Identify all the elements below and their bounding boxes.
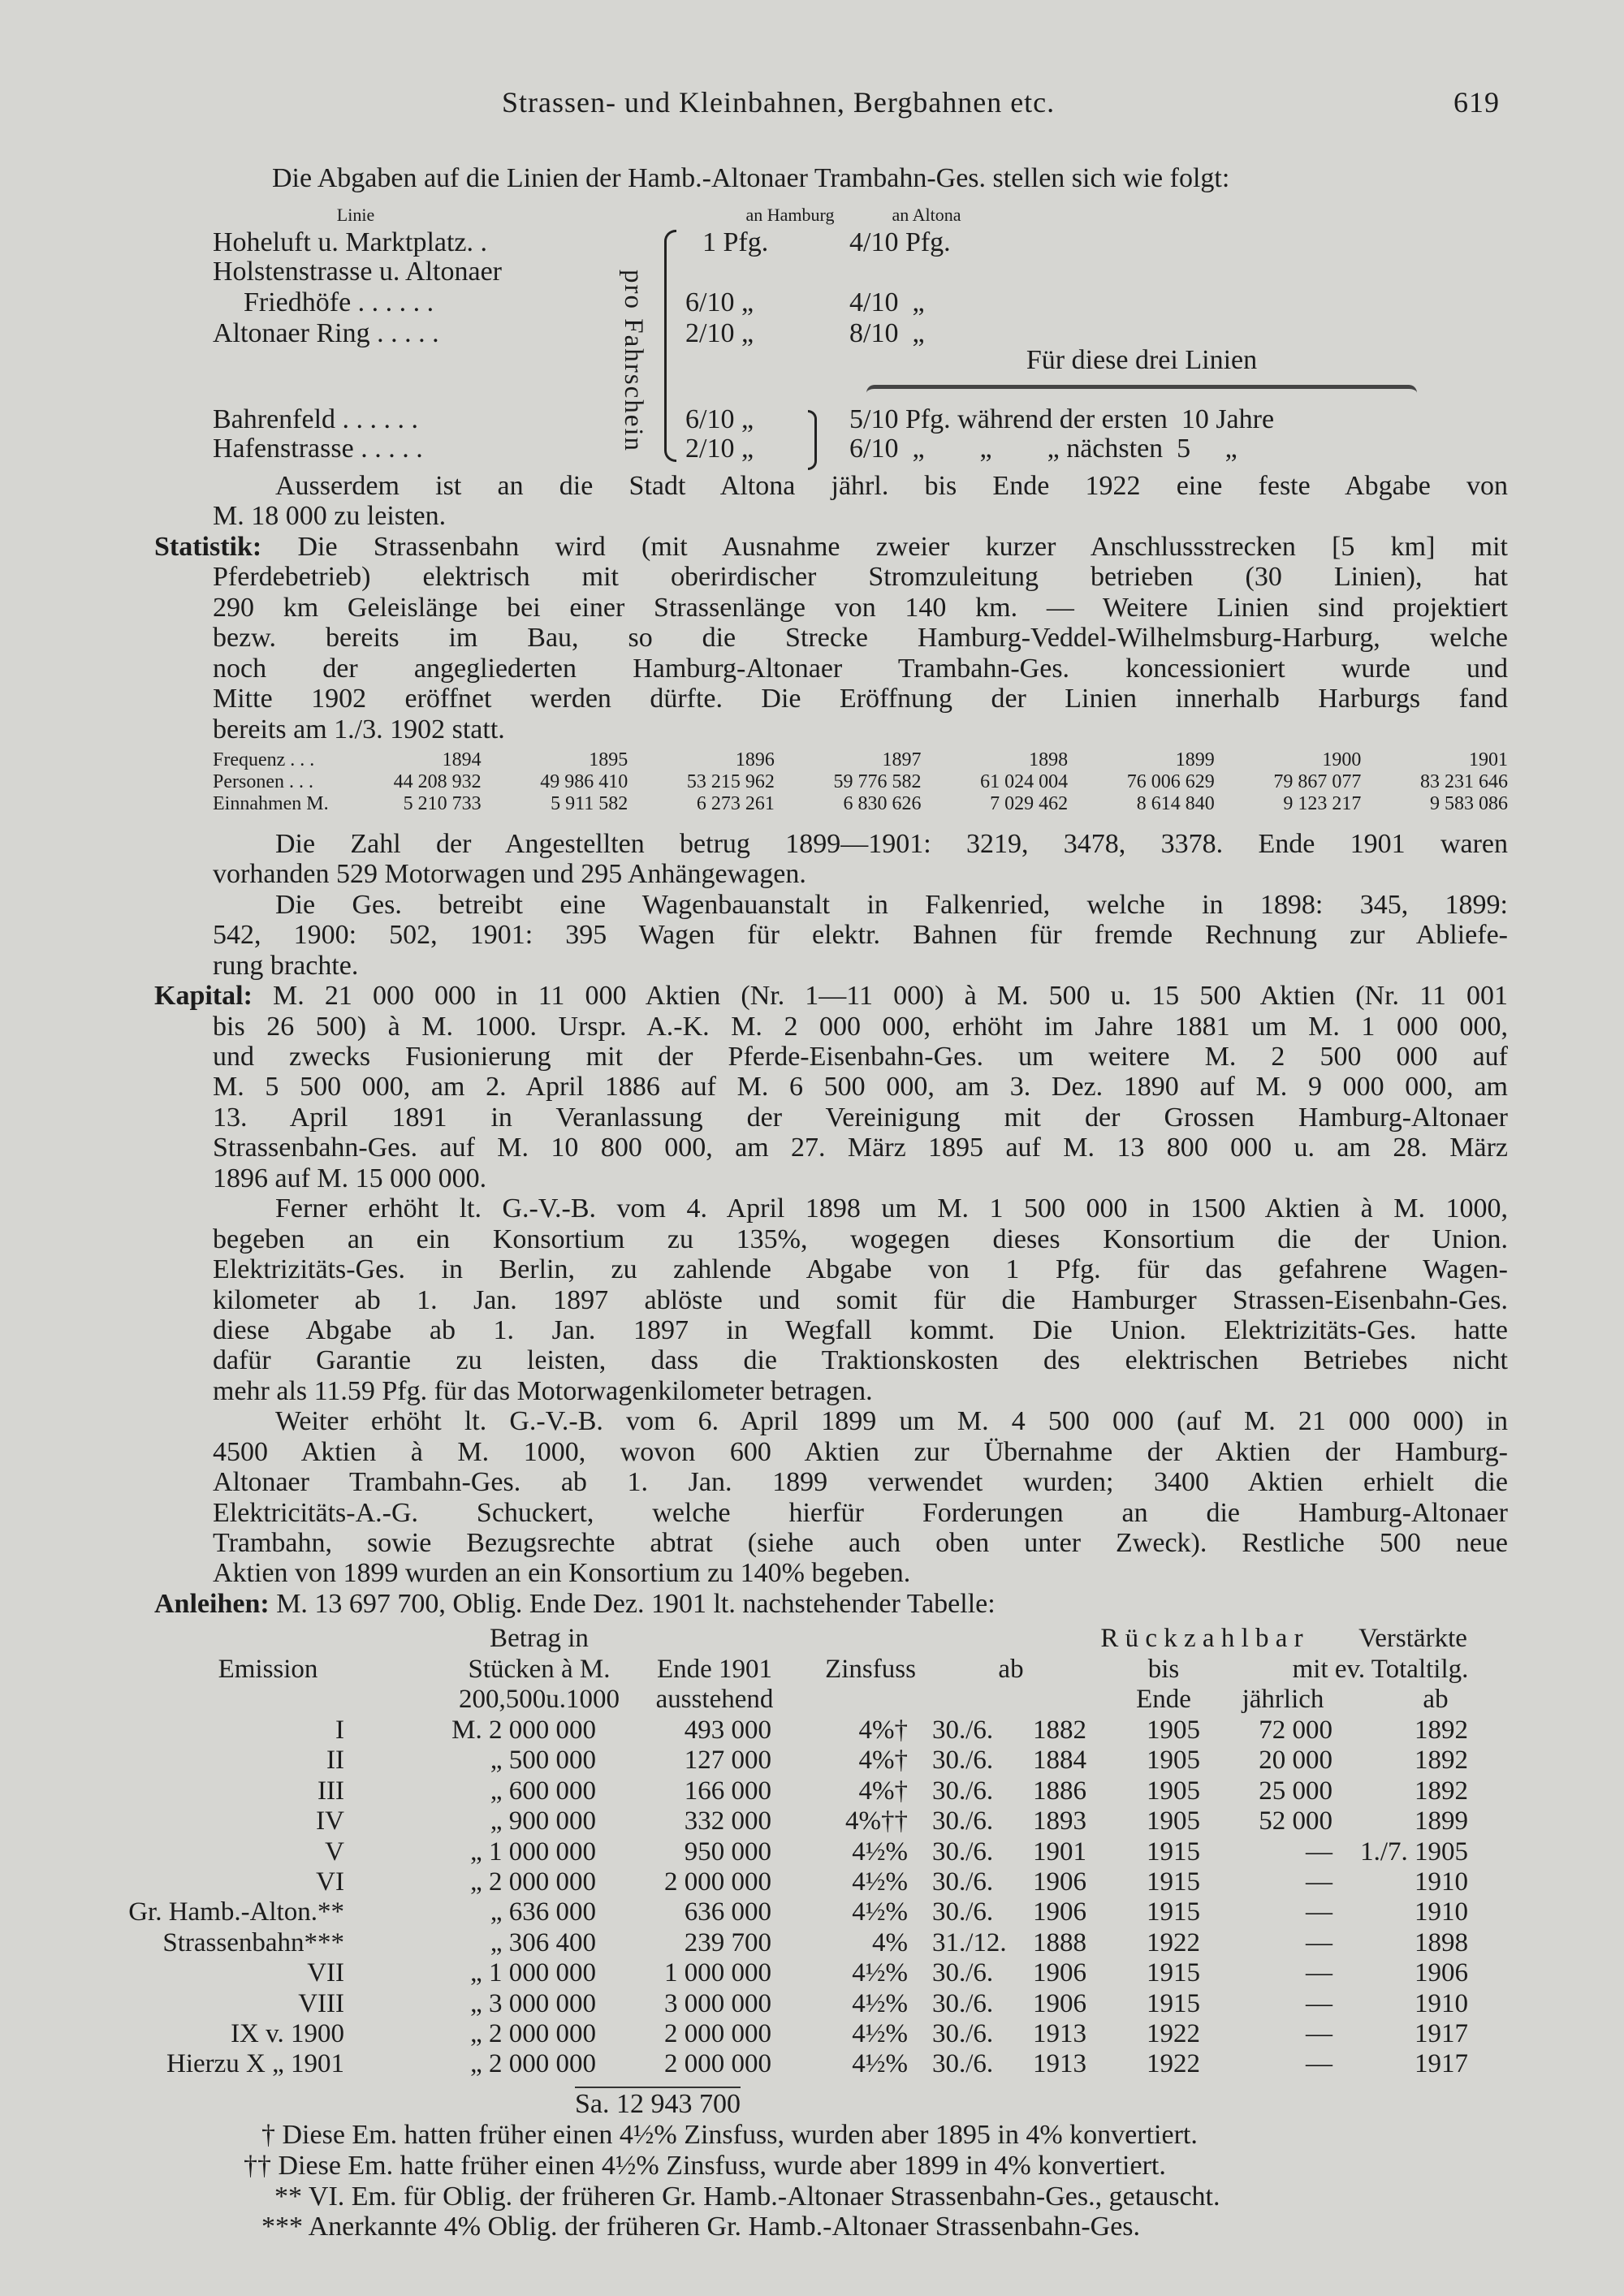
line-text: Die Zahl der Angestellten betrug 1899—1901: 3219, 3478, 3378. Ende 1901 waren: [275, 828, 1508, 859]
table-cell: R ü c k z a h l b a r: [1100, 1624, 1303, 1653]
text-line: [213, 1042, 1508, 1072]
table-cell: 31./12.: [932, 1927, 1007, 1957]
table-cell: 25 000: [1259, 1776, 1332, 1806]
section-label: Kapital:: [154, 981, 253, 1012]
text-line: [213, 1467, 1508, 1497]
table-cell: —: [1306, 1836, 1332, 1867]
line-text: M. 5 500 000, am 2. April 1886 auf M. 6 500 000, am 3. Dez. 1890 auf M. 9 000 000, am: [213, 1072, 1508, 1103]
abgaben-line-name: Bahrenfeld . . . . . .: [213, 404, 419, 434]
horizontal-brace: [866, 385, 1417, 397]
table-cell: Emission: [218, 1655, 318, 1684]
footnote: *** Anerkannte 4% Oblig. der früheren Gr. Hamb.-Altonaer Strassenbahn-Ges.: [261, 2212, 1141, 2242]
table-cell: 30./6.: [932, 2049, 994, 2079]
frequenz-cell: Personen . . .: [213, 770, 313, 792]
text-line: [213, 1103, 1508, 1133]
table-cell: 1910: [1415, 1988, 1468, 2018]
text-line: [213, 1315, 1508, 1345]
frequenz-cell: 59 776 582: [833, 770, 922, 792]
table-cell: 493 000: [684, 1716, 771, 1745]
text-line: [213, 684, 1508, 714]
table-header-row: [0, 1654, 1624, 1685]
table-cell: „ 1 000 000: [470, 1836, 596, 1867]
table-cell: 1905: [1147, 1746, 1200, 1776]
line-text: Elektricitäts-A.-G. Schuckert, welche hierfür Forderungen an die Hamburg-Altonaer: [213, 1497, 1508, 1528]
frequenz-cell: 9 583 086: [1430, 792, 1508, 814]
table-cell: 52 000: [1259, 1806, 1332, 1836]
table-cell: 332 000: [684, 1806, 771, 1836]
brace: [808, 410, 817, 470]
line-text: Weiter erhöht lt. G.-V.-B. vom 6. April 1899 um M. 4 500 000 (auf M. 21 000 000) in: [275, 1406, 1508, 1437]
frequenz-cell: 1899: [1175, 749, 1215, 770]
footnote: † Diese Em. hatten früher einen 4½% Zinsfuss, wurden aber 1895 in 4% konvertiert.: [261, 2120, 1198, 2150]
table-cell: 1906: [1033, 1867, 1086, 1897]
text-line: [213, 859, 1508, 889]
abgaben-hamburg: 1 Pfg.: [702, 227, 769, 257]
brace: [664, 230, 676, 462]
table-cell: Ende 1901: [656, 1655, 773, 1684]
table-cell: —: [1306, 1927, 1332, 1957]
table-cell: 1882: [1033, 1716, 1086, 1745]
table-cell: 4½%: [852, 1836, 908, 1867]
running-title: Strassen- und Kleinbahnen, Bergbahnen etc.: [502, 86, 1056, 119]
table-cell: VII: [307, 1958, 344, 1988]
table-cell: 1886: [1033, 1776, 1086, 1806]
frequenz-cell: 7 029 462: [990, 792, 1069, 814]
line-text: bis 26 500) à M. 1000. Urspr. A.-K. M. 2 000 000, erhöht im Jahre 1881 um M. 1 000 000,: [213, 1011, 1508, 1042]
text-line: [213, 951, 1508, 981]
frequenz-cell: 1896: [735, 749, 775, 770]
abgaben-altona: 4/10 „: [849, 287, 925, 317]
table-cell: Strassenbahn***: [162, 1927, 344, 1957]
abgaben-altona: 5/10 Pfg. während der ersten 10 Jahre: [849, 404, 1275, 434]
table-cell: 1905: [1147, 1776, 1200, 1806]
table-cell: „ 900 000: [490, 1806, 596, 1836]
table-cell: 1892: [1415, 1746, 1468, 1776]
table-cell: ab: [1423, 1685, 1449, 1714]
abgaben-altona: 8/10 „: [849, 318, 925, 348]
line-text: M. 21 000 000 in 11 000 Aktien (Nr. 1—11 000) à M. 500 u. 15 500 Aktien (Nr. 11 001: [273, 981, 1508, 1012]
frequenz-cell: 8 614 840: [1136, 792, 1215, 814]
line-text: Trambahn, sowie Bezugsrechte abtrat (siehe auch oben unter Zweck). Restliche 500 neue: [213, 1528, 1508, 1558]
footnote: †† Diese Em. hatte früher einen 4½% Zinsfuss, wurde aber 1899 in 4% konvertiert.: [244, 2150, 1166, 2181]
table-cell: 4½%: [852, 1867, 908, 1897]
text-line: [213, 1376, 1508, 1406]
table-cell: Gr. Hamb.-Alton.**: [128, 1897, 344, 1927]
text-line: [213, 1254, 1508, 1284]
section-label: Anleihen:: [154, 1588, 270, 1619]
line-text: begeben an ein Konsortium zu 135%, wogegen dieses Konsortium die der Union.: [213, 1224, 1508, 1254]
table-cell: IV: [316, 1806, 344, 1836]
table-row: [0, 1957, 1624, 1988]
text-line: [213, 562, 1508, 592]
table-cell: 4%†: [858, 1746, 908, 1776]
frequenz-table: [213, 744, 1508, 829]
table-row: [0, 1715, 1624, 1746]
table-cell: 1 000 000: [664, 1958, 771, 1988]
table-cell: —: [1306, 1958, 1332, 1988]
table-row: [0, 1867, 1624, 1897]
line-text: 1896 auf M. 15 000 000.: [213, 1163, 487, 1193]
frequenz-cell: 5 210 733: [403, 792, 482, 814]
table-cell: 30./6.: [932, 1836, 994, 1867]
table-cell: 4½%: [852, 2019, 908, 2048]
text-line: [213, 593, 1508, 623]
table-cell: 127 000: [684, 1746, 771, 1776]
frequenz-cell: 83 231 646: [1420, 770, 1508, 792]
abgaben-hamburg: 6/10 „: [685, 404, 754, 434]
text-line: [213, 1224, 1508, 1254]
body-text: [154, 471, 1508, 1619]
text-line: [154, 1589, 1508, 1619]
table-cell: 2 000 000: [664, 2049, 771, 2079]
table-cell: 1899: [1415, 1806, 1468, 1836]
line-text: diese Abgabe ab 1. Jan. 1897 in Wegfall kommt. Die Union. Elektrizitäts-Ges. hatte: [213, 1314, 1508, 1345]
line-text: mehr als 11.59 Pfg. für das Motorwagenkilometer betragen.: [213, 1375, 873, 1406]
table-cell: 4%†: [858, 1776, 908, 1806]
table-cell: 1915: [1147, 1958, 1200, 1988]
frequenz-cell: 49 986 410: [540, 770, 628, 792]
text-line: [213, 1406, 1508, 1436]
text-line: [213, 1012, 1508, 1042]
abgaben-line-name: Holstenstrasse u. Altonaer: [213, 257, 502, 287]
text-line: [154, 981, 1508, 1011]
frequenz-cell: 1900: [1322, 749, 1362, 770]
frequenz-row-personen: [213, 771, 1508, 793]
page-number: 619: [1453, 86, 1500, 119]
table-row: [0, 1897, 1624, 1927]
table-cell: M. 2 000 000: [451, 1716, 596, 1745]
footnote: ** VI. Em. für Oblig. der früheren Gr. Hamb.-Altonaer Strassenbahn-Ges., getauscht.: [274, 2181, 1220, 2212]
text-line: [213, 1285, 1508, 1315]
table-cell: —: [1306, 1867, 1332, 1897]
table-cell: 1922: [1147, 2049, 1200, 2079]
text-line: [213, 1133, 1508, 1163]
table-cell: VIII: [298, 1988, 344, 2018]
table-cell: —: [1306, 2049, 1332, 2079]
table-cell: 4%†: [858, 1716, 908, 1745]
table-cell: „ 1 000 000: [470, 1958, 596, 1988]
abgaben-line-name: Hafenstrasse . . . . .: [213, 434, 423, 464]
section-label: Statistik:: [154, 531, 262, 562]
table-cell: 20 000: [1259, 1746, 1332, 1776]
table-cell: 1915: [1147, 1867, 1200, 1897]
table-row: [0, 1776, 1624, 1806]
col-linie: Linie: [336, 205, 375, 225]
line-text: dafür Garantie zu leisten, dass die Traktionskosten des elektrischen Betriebes nicht: [213, 1345, 1508, 1376]
text-line: [213, 1072, 1508, 1102]
table-cell: 1915: [1147, 1836, 1200, 1867]
table-cell: 4%††: [845, 1806, 908, 1836]
frequenz-cell: 76 006 629: [1126, 770, 1215, 792]
table-cell: 1922: [1147, 2019, 1200, 2048]
table-cell: 1905: [1147, 1806, 1200, 1836]
frequenz-cell: 9 123 217: [1283, 792, 1362, 814]
table-cell: „ 2 000 000: [470, 2049, 596, 2079]
line-text: Mitte 1902 eröffnet werden dürfte. Die Eröffnung der Linien innerhalb Harburgs fand: [213, 684, 1508, 714]
abgaben-line-name: Hoheluft u. Marktplatz. .: [213, 227, 488, 257]
table-cell: 1913: [1033, 2019, 1086, 2048]
table-cell: 1910: [1415, 1867, 1468, 1897]
table-cell: „ 600 000: [490, 1776, 596, 1806]
frequenz-cell: 61 024 004: [980, 770, 1069, 792]
group-note: Für diese drei Linien: [1026, 345, 1258, 375]
col-hamburg: an Hamburg: [745, 205, 835, 225]
line-text: Die Strassenbahn wird (mit Ausnahme zweier kurzer Anschlussstrecken [5 km] mit: [297, 531, 1508, 562]
table-cell: 30./6.: [932, 1746, 994, 1776]
table-cell: 2 000 000: [664, 2019, 771, 2048]
table-header-row: [0, 1684, 1624, 1715]
table-cell: 1915: [1147, 1897, 1200, 1927]
text-line: [213, 1498, 1508, 1528]
abgaben-intro: Die Abgaben auf die Linien der Hamb.-Altonaer Trambahn-Ges. stellen sich wie folgt:: [272, 163, 1230, 193]
table-cell: Ende: [1136, 1685, 1191, 1714]
table-row: [0, 1745, 1624, 1776]
line-text: M. 18 000 zu leisten.: [213, 501, 447, 532]
abgaben-line-name: Altonaer Ring . . . . .: [213, 318, 439, 348]
line-text: vorhanden 529 Motorwagen und 295 Anhängewagen.: [213, 859, 806, 890]
table-cell: 1906: [1033, 1897, 1086, 1927]
table-cell: —: [1306, 1897, 1332, 1927]
table-cell: „ 3 000 000: [470, 1988, 596, 2018]
frequenz-cell: 79 867 077: [1273, 770, 1362, 792]
table-cell: 239 700: [684, 1927, 771, 1957]
text-line: [213, 471, 1508, 501]
table-cell: 4½%: [852, 1897, 908, 1927]
line-text: rung brachte.: [213, 950, 359, 981]
text-line: [213, 1437, 1508, 1467]
table-cell: 1917: [1415, 2019, 1468, 2048]
table-cell: 30./6.: [932, 2019, 994, 2048]
frequenz-cell: 6 273 261: [696, 792, 775, 814]
table-cell: 30./6.: [932, 1988, 994, 2018]
table-cell: 166 000: [684, 1776, 771, 1806]
table-cell: 1917: [1415, 2049, 1468, 2079]
line-text: Aktien von 1899 wurden an ein Konsortium zu 140% begeben.: [213, 1558, 911, 1589]
table-cell: Hierzu X „ 1901: [166, 2049, 344, 2079]
table-row: [0, 2048, 1624, 2079]
table-header-row: [0, 1623, 1624, 1654]
abgaben-altona: 6/10 „ „ „ nächsten 5 „: [849, 434, 1237, 464]
table-cell: 1906: [1033, 1988, 1086, 2018]
text-line: [213, 654, 1508, 684]
text-line: [213, 890, 1508, 920]
line-text: 542, 1900: 502, 1901: 395 Wagen für elektr. Bahnen für fremde Rechnung zur Abliefe-: [213, 920, 1508, 951]
line-text: Altonaer Trambahn-Ges. ab 1. Jan. 1899 verwendet wurden; 3400 Aktien erhielt die: [213, 1467, 1508, 1498]
table-row: [0, 1836, 1624, 1867]
table-row: [0, 1927, 1624, 1958]
table-cell: IX v. 1900: [231, 2019, 344, 2048]
table-cell: 30./6.: [932, 1867, 994, 1897]
table-cell: V: [325, 1836, 344, 1867]
col-altona: an Altona: [892, 205, 961, 225]
table-cell: —: [1306, 1988, 1332, 2018]
line-text: bereits am 1./3. 1902 statt.: [213, 714, 505, 744]
abgaben-line-name: Friedhöfe . . . . . .: [244, 287, 434, 317]
frequenz-cell: 1901: [1469, 749, 1508, 770]
frequenz-row-header: [213, 749, 1508, 771]
line-text: Elektrizitäts-Ges. in Berlin, zu zahlende Abgabe von 1 Pfg. für das gefahrene Wagen-: [213, 1254, 1508, 1285]
line-text: Die Ges. betreibt eine Wagenbauanstalt in Falkenried, welche in 1898: 345, 1899:: [275, 889, 1508, 920]
table-cell: 1901: [1033, 1836, 1086, 1867]
table-cell: 4½%: [852, 1988, 908, 2018]
frequenz-cell: 5 911 582: [551, 792, 628, 814]
line-text: kilometer ab 1. Jan. 1897 ablöste und somit für die Hamburger Strassen-Eisenbahn-Ges.: [213, 1284, 1508, 1315]
table-cell: III: [317, 1776, 344, 1806]
table-cell: 1910: [1415, 1897, 1468, 1927]
table-cell: 1898: [1415, 1927, 1468, 1957]
line-text: 13. April 1891 in Veranlassung der Vereinigung mit der Grossen Hamburg-Altonaer: [213, 1102, 1508, 1133]
frequenz-cell: 1897: [882, 749, 922, 770]
line-text: und zwecks Fusionierung mit der Pferde-Eisenbahn-Ges. um weitere M. 2 500 000 auf: [213, 1042, 1508, 1072]
table-cell: —: [1306, 2019, 1332, 2048]
frequenz-cell: Frequenz . . .: [213, 749, 315, 770]
table-cell: 1913: [1033, 2049, 1086, 2079]
frequenz-cell: 1894: [442, 749, 482, 770]
vertical-label: pro Fahrschein: [619, 270, 648, 453]
frequenz-cell: 1895: [589, 749, 628, 770]
table-cell: 200,500u.1000: [459, 1685, 620, 1714]
table-cell: 1915: [1147, 1988, 1200, 2018]
line-text: Pferdebetrieb) elektrisch mit oberirdischer Stromzuleitung betrieben (30 Linien), hat: [213, 562, 1508, 593]
text-line: [213, 1163, 1508, 1193]
frequenz-cell: 53 215 962: [686, 770, 775, 792]
table-cell: 30./6.: [932, 1806, 994, 1836]
text-line: [213, 1345, 1508, 1375]
table-cell: 72 000: [1259, 1716, 1332, 1745]
table-cell: VI: [316, 1867, 344, 1897]
table-cell: ausstehend: [655, 1685, 774, 1714]
table-cell: 30./6.: [932, 1716, 994, 1745]
text-line: [154, 532, 1508, 562]
abgaben-hamburg: 2/10 „: [685, 434, 754, 464]
table-cell: 636 000: [684, 1897, 771, 1927]
frequenz-cell: Einnahmen M.: [213, 792, 329, 814]
table-cell: 1884: [1033, 1746, 1086, 1776]
line-text: Strassenbahn-Ges. auf M. 10 800 000, am 27. März 1895 auf M. 13 800 000 u. am 28. März: [213, 1133, 1508, 1163]
table-cell: 2 000 000: [664, 1867, 771, 1897]
line-text: bezw. bereits im Bau, so die Strecke Hamburg-Veddel-Wilhelmsburg-Harburg, welche: [213, 623, 1508, 654]
table-cell: „ 2 000 000: [470, 1867, 596, 1897]
table-cell: Verstärkte: [1358, 1624, 1467, 1653]
text-line: [213, 1193, 1508, 1224]
table-cell: II: [326, 1746, 344, 1776]
table-cell: 30./6.: [932, 1897, 994, 1927]
text-line: [213, 714, 1508, 744]
table-cell: 1./7. 1905: [1360, 1836, 1468, 1867]
abgaben-altona: 4/10 Pfg.: [849, 227, 951, 257]
table-cell: Stücken à M.: [468, 1655, 611, 1684]
table-cell: 1922: [1147, 1927, 1200, 1957]
table-cell: bis: [1147, 1655, 1180, 1684]
table-cell: jährlich: [1242, 1685, 1324, 1714]
line-text: 290 km Geleislänge bei einer Strassenlänge von 140 km. — Weitere Linien sind projektiert: [213, 592, 1508, 623]
table-cell: Zinsfuss: [825, 1655, 916, 1684]
frequenz-cell: 44 208 932: [393, 770, 482, 792]
table-cell: 1888: [1033, 1927, 1086, 1957]
line-text: Ausserdem ist an die Stadt Altona jährl. bis Ende 1922 eine feste Abgabe von: [275, 471, 1508, 501]
text-line: [213, 920, 1508, 950]
table-cell: 1892: [1415, 1716, 1468, 1745]
sum-total: Sa. 12 943 700: [575, 2087, 741, 2121]
table-cell: „ 500 000: [490, 1746, 596, 1776]
table-cell: 4%: [872, 1927, 908, 1957]
table-cell: 1906: [1415, 1958, 1468, 1988]
frequenz-cell: 6 830 626: [843, 792, 922, 814]
table-cell: 4½%: [852, 1958, 908, 1988]
table-cell: mit ev. Totaltilg.: [1292, 1655, 1469, 1684]
line-text: M. 13 697 700, Oblig. Ende Dez. 1901 lt. nachstehender Tabelle:: [276, 1588, 996, 1619]
frequenz-cell: 1898: [1029, 749, 1069, 770]
line-text: noch der angegliederten Hamburg-Altonaer Trambahn-Ges. koncessioniert wurde und: [213, 653, 1508, 684]
table-cell: 30./6.: [932, 1776, 994, 1806]
table-cell: I: [335, 1716, 344, 1745]
table-cell: „ 636 000: [490, 1897, 596, 1927]
text-line: [213, 501, 1508, 531]
text-line: [213, 623, 1508, 653]
text-line: [213, 1528, 1508, 1558]
abgaben-hamburg: 2/10 „: [685, 318, 754, 348]
table-row: [0, 1988, 1624, 2019]
table-cell: 3 000 000: [664, 1988, 771, 2018]
table-cell: „ 306 400: [490, 1927, 596, 1957]
text-line: [213, 1558, 1508, 1588]
table-cell: ab: [998, 1655, 1024, 1684]
table-cell: 1893: [1033, 1806, 1086, 1836]
line-text: Ferner erhöht lt. G.-V.-B. vom 4. April 1898 um M. 1 500 000 in 1500 Aktien à M. 1000,: [275, 1193, 1508, 1224]
abgaben-hamburg: 6/10 „: [685, 287, 754, 317]
table-cell: 4½%: [852, 2049, 908, 2079]
line-text: 4500 Aktien à M. 1000, wovon 600 Aktien zur Übernahme der Aktien der Hamburg-: [213, 1436, 1508, 1467]
frequenz-row-einnahmen: [213, 793, 1508, 815]
table-row: [0, 2018, 1624, 2049]
table-cell: Betrag in: [490, 1624, 589, 1653]
text-line: [213, 829, 1508, 859]
table-cell: 1892: [1415, 1776, 1468, 1806]
table-cell: „ 2 000 000: [470, 2019, 596, 2048]
table-cell: 1906: [1033, 1958, 1086, 1988]
table-cell: 1905: [1147, 1716, 1200, 1745]
table-cell: 950 000: [684, 1836, 771, 1867]
table-cell: 30./6.: [932, 1958, 994, 1988]
table-row: [0, 1806, 1624, 1836]
